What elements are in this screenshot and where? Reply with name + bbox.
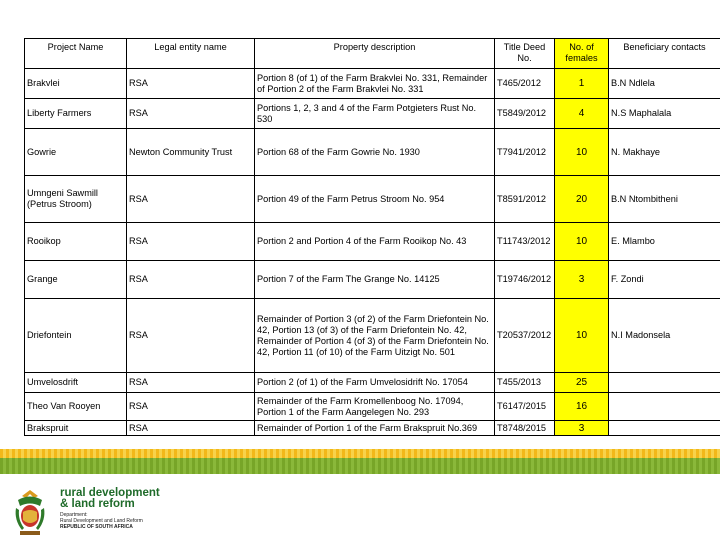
cell-title-deed: T455/2013 [495,373,555,393]
cell-legal-entity: RSA [127,373,255,393]
cell-females: 1 [555,69,609,99]
department-logo [10,488,160,538]
cell-title-deed: T465/2012 [495,69,555,99]
header-legal-entity: Legal entity name [127,39,255,69]
cell-project-name: Driefontein [25,299,127,373]
cell-beneficiary-contact: F. Zondi [609,261,720,299]
cell-title-deed: T20537/2012 [495,299,555,373]
cell-property-description: Remainder of Portion 1 of the Farm Brakspruit No.369 [255,421,495,436]
cell-beneficiary-contact: N. Makhaye [609,129,720,176]
coat-of-arms-icon [10,488,50,538]
cell-title-deed: T19746/2012 [495,261,555,299]
cell-legal-entity: Newton Community Trust [127,129,255,176]
cell-beneficiary-contact [609,393,720,421]
cell-females: 10 [555,299,609,373]
cell-property-description: Portion 2 (of 1) of the Farm Umvelosidrift No. 17054 [255,373,495,393]
cell-females: 10 [555,223,609,261]
cell-legal-entity: RSA [127,393,255,421]
cell-legal-entity: RSA [127,261,255,299]
cell-females: 4 [555,99,609,129]
table-row [25,373,720,393]
cell-females: 10 [555,129,609,176]
cell-title-deed: T11743/2012 [495,223,555,261]
cell-title-deed: T7941/2012 [495,129,555,176]
cell-beneficiary-contact [609,421,720,436]
cell-property-description: Portion 49 of the Farm Petrus Stroom No. 954 [255,176,495,223]
cell-property-description: Portion 2 and Portion 4 of the Farm Rooikop No. 43 [255,223,495,261]
cell-project-name: Brakvlei [25,69,127,99]
brand-line-2: & land reform [60,498,135,510]
cell-property-description: Portion 68 of the Farm Gowrie No. 1930 [255,129,495,176]
header-beneficiary-contacts: Beneficiary contacts [609,39,720,69]
cell-legal-entity: RSA [127,99,255,129]
brand-text [60,488,160,530]
cell-beneficiary-contact: N.S Maphalala [609,99,720,129]
table-row [25,129,720,176]
brand-line-1: rural development [60,487,160,499]
cell-property-description: Portion 8 (of 1) of the Farm Brakvlei No. 331, Remainder of Portion 2 of the Farm Brakvlei No. 331 [255,69,495,99]
cell-females: 25 [555,373,609,393]
cell-legal-entity: RSA [127,421,255,436]
table-row [25,299,720,373]
dept-label: Department: [60,512,88,518]
cell-project-name: Umvelosdrift [25,373,127,393]
cell-property-description: Remainder of Portion 3 (of 2) of the Farm Driefontein No. 42, Portion 13 (of 3) of the Farm Driefontein No. 42, Remainder of Portion 4 (of 3) of the Farm Driefontein No. 42, Portion 11 (of 10) of the Farm Uitzigt No. 501 [255,299,495,373]
header-property-description: Property description [255,39,495,69]
cell-project-name: Umngeni Sawmill (Petrus Stroom) [25,176,127,223]
table-row [25,69,720,99]
table-row [25,393,720,421]
cell-beneficiary-contact: N.I Madonsela [609,299,720,373]
header-title-deed: Title Deed No. [495,39,555,69]
country-name: REPUBLIC OF SOUTH AFRICA [60,524,133,530]
cell-project-name: Rooikop [25,223,127,261]
table-row [25,261,720,299]
header-project-name: Project Name [25,39,127,69]
cell-females: 16 [555,393,609,421]
cell-project-name: Gowrie [25,129,127,176]
footer-band-green [0,458,720,474]
cell-property-description: Portions 1, 2, 3 and 4 of the Farm Potgieters Rust No. 530 [255,99,495,129]
cell-property-description: Portion 7 of the Farm The Grange No. 14125 [255,261,495,299]
footer-band-yellow [0,449,720,458]
cell-project-name: Grange [25,261,127,299]
cell-beneficiary-contact [609,373,720,393]
beneficiary-table-container [24,38,720,436]
cell-legal-entity: RSA [127,223,255,261]
table-row [25,176,720,223]
cell-title-deed: T8748/2015 [495,421,555,436]
cell-beneficiary-contact: B.N Ntombitheni [609,176,720,223]
cell-legal-entity: RSA [127,299,255,373]
cell-title-deed: T8591/2012 [495,176,555,223]
header-row [25,39,720,69]
cell-legal-entity: RSA [127,176,255,223]
table-row [25,99,720,129]
cell-project-name: Brakspruit [25,421,127,436]
cell-females: 3 [555,261,609,299]
cell-females: 20 [555,176,609,223]
table-row [25,421,720,436]
dept-name: Rural Development and Land Reform [60,518,143,524]
cell-legal-entity: RSA [127,69,255,99]
cell-beneficiary-contact: E. Mlambo [609,223,720,261]
cell-title-deed: T5849/2012 [495,99,555,129]
cell-property-description: Remainder of the Farm Kromellenboog No. 17094, Portion 1 of the Farm Aangelegen No. 293 [255,393,495,421]
cell-beneficiary-contact: B.N Ndlela [609,69,720,99]
cell-project-name: Theo Van Rooyen [25,393,127,421]
cell-females: 3 [555,421,609,436]
header-females: No. of females [555,39,609,69]
cell-title-deed: T6147/2015 [495,393,555,421]
beneficiary-table [24,38,720,436]
table-row [25,223,720,261]
cell-project-name: Liberty Farmers [25,99,127,129]
